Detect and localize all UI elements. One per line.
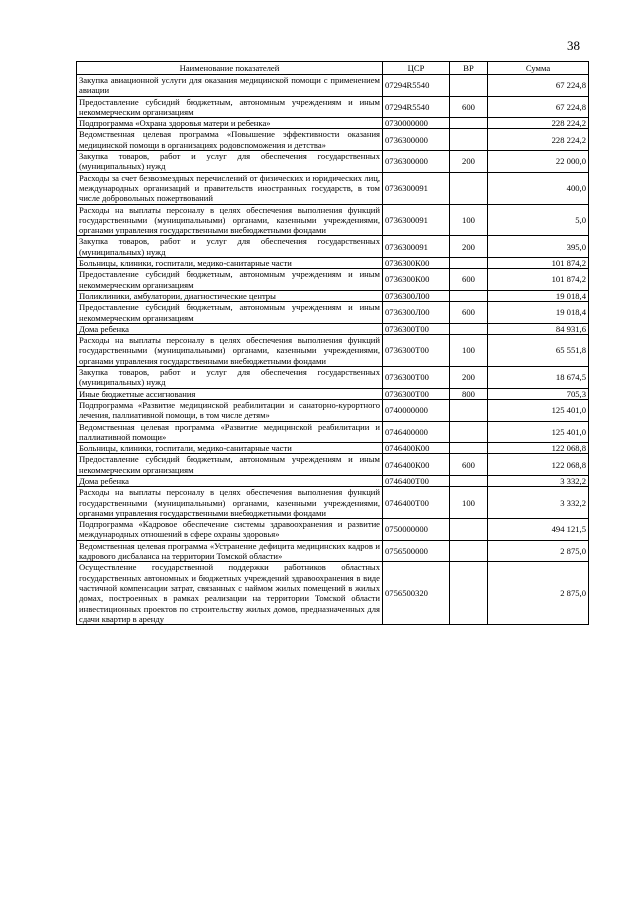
table-row [77,118,589,129]
cell-vr [450,399,488,421]
cell-name: Подпрограмма «Развитие медицинской реабилитации и санаторно-курортного лечения, паллиативной помощи, в том числе детям» [77,399,383,421]
cell-name: Расходы на выплаты персоналу в целях обеспечения выполнения функций государственными (муниципальными) органами, казенными учреждениями, органами управления государственными внебюджетными фондами [77,204,383,236]
cell-csr: 0746400000 [383,421,450,443]
cell-vr: 200 [450,151,488,173]
cell-name: Ведомственная целевая программа «Развитие медицинской реабилитации и паллиативной помощи» [77,421,383,443]
table-row [77,443,589,454]
cell-sum: 84 931,6 [488,323,589,334]
cell-sum: 122 068,8 [488,454,589,476]
cell-sum: 67 224,8 [488,96,589,118]
cell-csr: 07294R5540 [383,96,450,118]
cell-sum: 3 332,2 [488,487,589,519]
cell-sum: 5,0 [488,204,589,236]
page-number: 38 [567,38,580,53]
cell-sum: 101 874,2 [488,269,589,291]
cell-name: Осуществление государственной поддержки работников областных государственных автономных и бюджетных учреждений здравоохранения в виде частичной компенсации затрат, связанных с наймом жилых помещений в жилых домах, построенных в рамках реализации на территории Томской области инвестиционных проектов по строительству жилых домов, предназначенных для сдачи квартир в аренду [77,562,383,625]
table-row [77,562,589,625]
table-row [77,367,589,389]
cell-vr [450,118,488,129]
cell-name: Расходы на выплаты персоналу в целях обеспечения выполнения функций государственными (муниципальными) органами, казенными учреждениями, органами управления государственными внебюджетными фондами [77,335,383,367]
cell-name: Предоставление субсидий бюджетным, автономным учреждениям и иным некоммерческим организациям [77,302,383,324]
cell-name: Закупка товаров, работ и услуг для обеспечения государственных (муниципальных) нужд [77,236,383,258]
table-row [77,399,589,421]
cell-sum: 2 875,0 [488,562,589,625]
header-csr: ЦСР [383,62,450,75]
cell-vr [450,323,488,334]
cell-name: Закупка товаров, работ и услуг для обеспечения государственных (муниципальных) нужд [77,367,383,389]
cell-name: Предоставление субсидий бюджетным, автономным учреждениям и иным некоммерческим организациям [77,454,383,476]
cell-name: Предоставление субсидий бюджетным, автономным учреждениям и иным некоммерческим организациям [77,269,383,291]
cell-vr [450,443,488,454]
cell-name: Иные бюджетные ассигнования [77,388,383,399]
cell-csr: 0746400К00 [383,454,450,476]
table-row [77,519,589,541]
cell-name: Закупка авиационной услуги для оказания медицинской помощи с применением авиации [77,75,383,97]
cell-csr: 0730000000 [383,118,450,129]
table-row [77,236,589,258]
table-row [77,323,589,334]
cell-name: Поликлиники, амбулатории, диагностические центры [77,290,383,301]
cell-sum: 705,3 [488,388,589,399]
cell-vr: 100 [450,335,488,367]
cell-name: Больницы, клиники, госпитали, медико-санитарные части [77,258,383,269]
cell-sum: 2 875,0 [488,540,589,562]
cell-name: Подпрограмма «Охрана здоровья матери и ребенка» [77,118,383,129]
cell-csr: 0736300000 [383,151,450,173]
cell-vr [450,172,488,204]
cell-sum: 101 874,2 [488,258,589,269]
cell-vr [450,258,488,269]
cell-vr: 600 [450,302,488,324]
cell-csr: 0736300Т00 [383,323,450,334]
table-row [77,421,589,443]
table-row [77,475,589,486]
cell-vr: 600 [450,269,488,291]
cell-csr: 0736300К00 [383,258,450,269]
budget-table [76,61,589,625]
cell-vr: 200 [450,236,488,258]
cell-name: Предоставление субсидий бюджетным, автономным учреждениям и иным некоммерческим организациям [77,96,383,118]
table-row [77,204,589,236]
table-row [77,129,589,151]
cell-sum: 65 551,8 [488,335,589,367]
cell-sum: 22 000,0 [488,151,589,173]
cell-csr: 0736300К00 [383,269,450,291]
cell-csr: 0746400Т00 [383,487,450,519]
cell-vr [450,540,488,562]
table-row [77,335,589,367]
cell-csr: 0740000000 [383,399,450,421]
table-row [77,302,589,324]
cell-csr: 0736300091 [383,172,450,204]
cell-csr: 0736300000 [383,129,450,151]
table-row [77,151,589,173]
header-vr: ВР [450,62,488,75]
cell-csr: 0756500000 [383,540,450,562]
cell-name: Расходы на выплаты персоналу в целях обеспечения выполнения функций государственными (муниципальными) органами, казенными учреждениями, органами управления государственными внебюджетными фондами [77,487,383,519]
table-row [77,540,589,562]
table-row [77,487,589,519]
table-row [77,258,589,269]
cell-name: Подпрограмма «Кадровое обеспечение системы здравоохранения и развитие международных отношений в сфере охраны здоровья» [77,519,383,541]
cell-vr [450,129,488,151]
cell-sum: 400,0 [488,172,589,204]
cell-name: Ведомственная целевая программа «Устранение дефицита медицинских кадров и кадрового дисбаланса на территории Томской области» [77,540,383,562]
cell-vr [450,562,488,625]
cell-vr: 100 [450,487,488,519]
table-row [77,96,589,118]
cell-sum: 19 018,4 [488,302,589,324]
cell-sum: 494 121,5 [488,519,589,541]
cell-vr [450,75,488,97]
cell-sum: 125 401,0 [488,421,589,443]
table-header-row [77,62,589,75]
table-row [77,269,589,291]
cell-csr: 0736300Т00 [383,335,450,367]
header-sum: Сумма [488,62,589,75]
cell-sum: 19 018,4 [488,290,589,301]
table-row [77,290,589,301]
cell-name: Больницы, клиники, госпитали, медико-санитарные части [77,443,383,454]
cell-csr: 0746400Т00 [383,475,450,486]
cell-csr: 0736300091 [383,204,450,236]
cell-vr: 800 [450,388,488,399]
cell-sum: 67 224,8 [488,75,589,97]
cell-csr: 0746400К00 [383,443,450,454]
cell-name: Дома ребенка [77,323,383,334]
cell-vr [450,475,488,486]
cell-vr [450,290,488,301]
table-row [77,388,589,399]
cell-sum: 3 332,2 [488,475,589,486]
cell-csr: 0736300091 [383,236,450,258]
cell-csr: 0756500320 [383,562,450,625]
cell-vr: 200 [450,367,488,389]
cell-csr: 07294R5540 [383,75,450,97]
cell-csr: 0736300Т00 [383,367,450,389]
cell-csr: 0736300Л00 [383,290,450,301]
cell-sum: 125 401,0 [488,399,589,421]
cell-vr: 100 [450,204,488,236]
cell-sum: 395,0 [488,236,589,258]
cell-name: Дома ребенка [77,475,383,486]
cell-vr: 600 [450,96,488,118]
cell-csr: 0736300Л00 [383,302,450,324]
table-row [77,75,589,97]
cell-sum: 228 224,2 [488,129,589,151]
cell-name: Расходы за счет безвозмездных перечислений от физических и юридических лиц, международных организаций и правительств иностранных государств, в том числе добровольных пожертвований [77,172,383,204]
cell-sum: 122 068,8 [488,443,589,454]
cell-sum: 18 674,5 [488,367,589,389]
cell-csr: 0736300Т00 [383,388,450,399]
table-row [77,172,589,204]
table-row [77,454,589,476]
cell-csr: 0750000000 [383,519,450,541]
cell-vr [450,519,488,541]
cell-name: Закупка товаров, работ и услуг для обеспечения государственных (муниципальных) нужд [77,151,383,173]
cell-vr [450,421,488,443]
header-name: Наименование показателей [77,62,383,75]
cell-name: Ведомственная целевая программа «Повышение эффективности оказания медицинской помощи в организациях родовспоможения и детства» [77,129,383,151]
cell-vr: 600 [450,454,488,476]
cell-sum: 228 224,2 [488,118,589,129]
